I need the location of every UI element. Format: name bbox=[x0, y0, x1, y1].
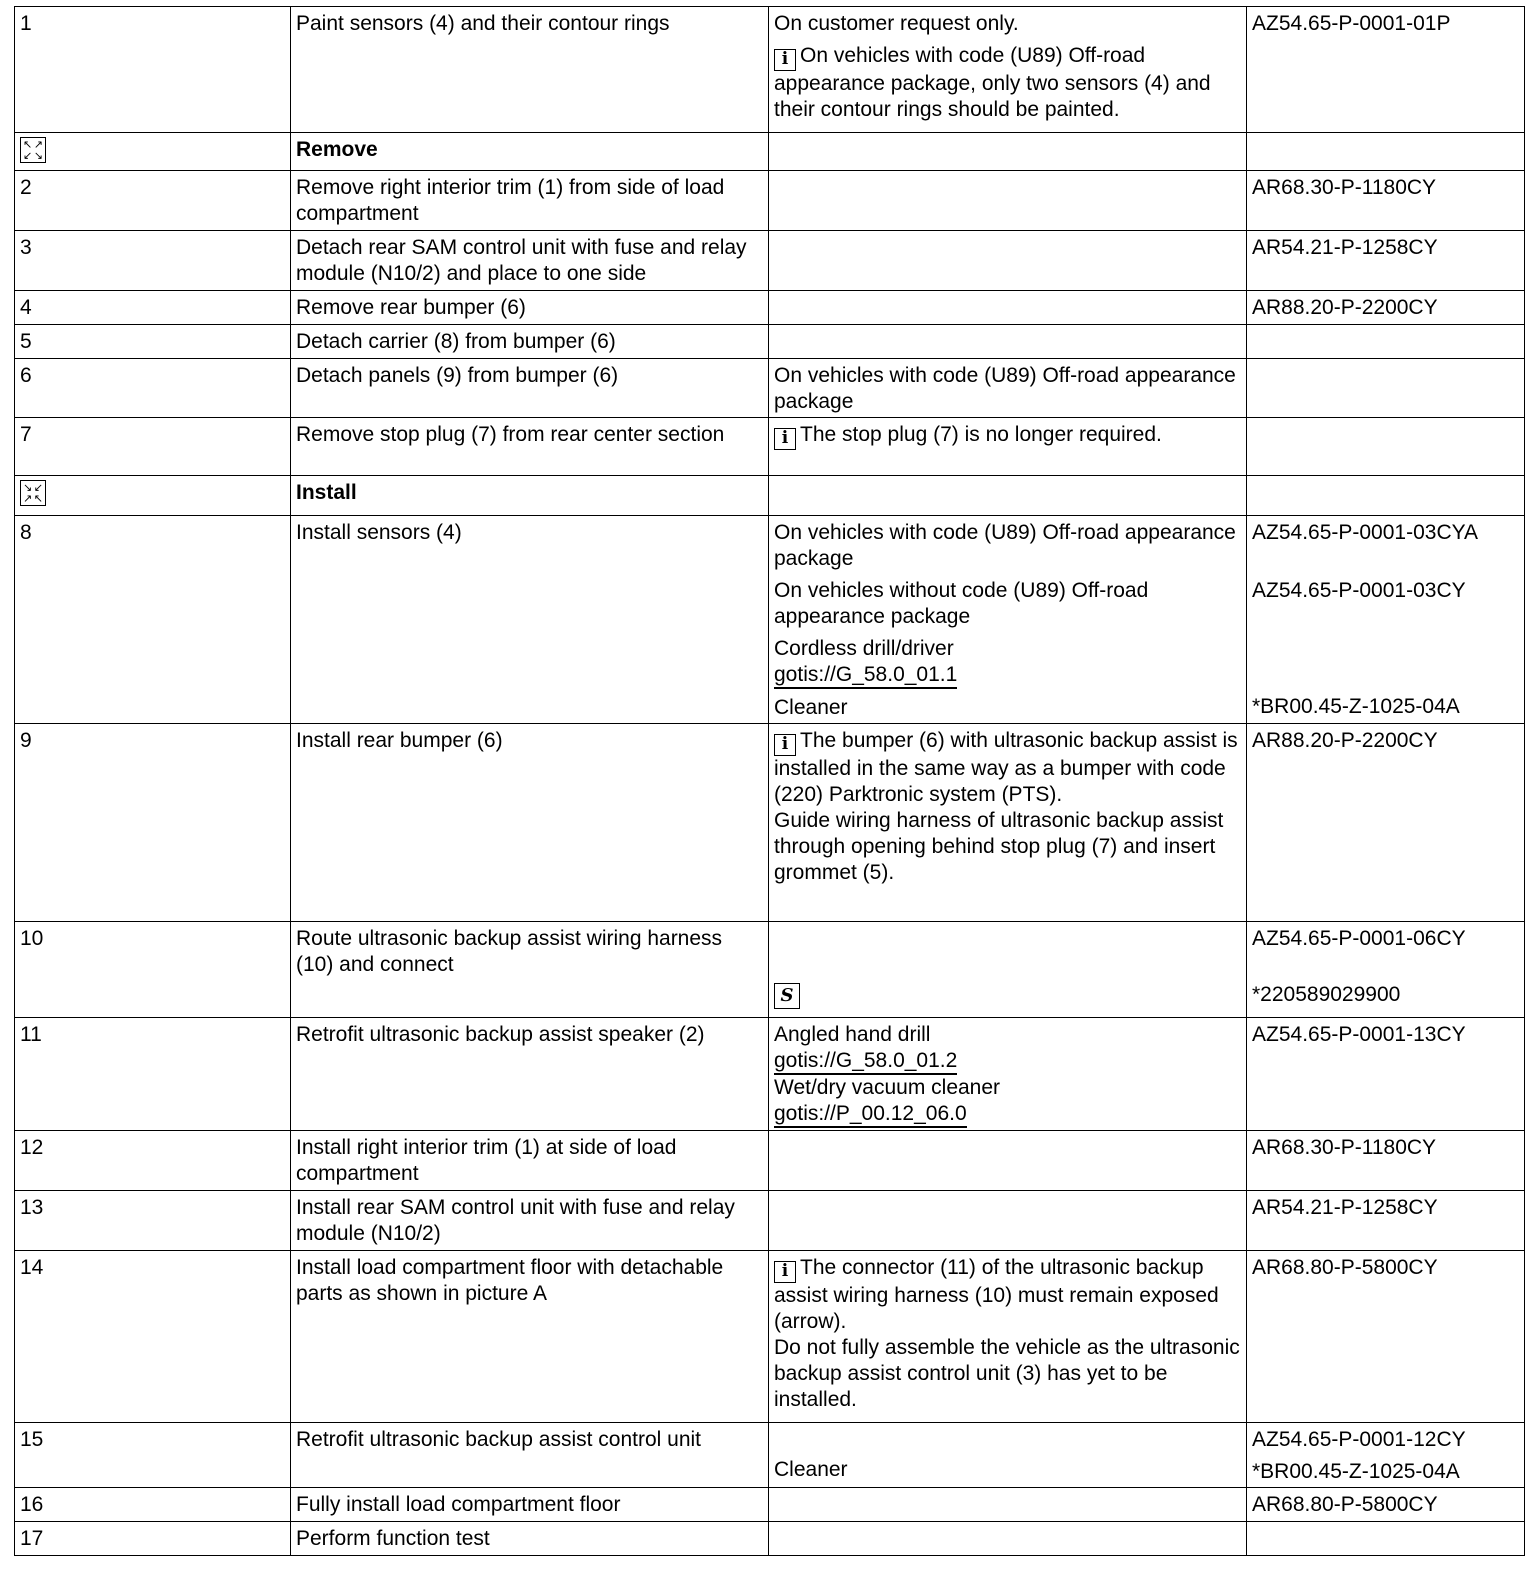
step-action: Install load compartment floor with detachable parts as shown in picture A bbox=[291, 1251, 769, 1423]
table-row bbox=[15, 1018, 1525, 1131]
section-title: Install bbox=[291, 476, 769, 516]
step-notes bbox=[769, 7, 1247, 133]
step-number: 12 bbox=[15, 1131, 291, 1191]
gotis-link[interactable]: gotis://G_58.0_01.2 bbox=[774, 1049, 957, 1075]
note: On vehicles with code (U89) Off-road appearance package, only two sensors (4) and their contour rings should be painted. bbox=[774, 44, 1211, 121]
reference-link[interactable]: AR54.21-P-1258CY bbox=[1247, 1191, 1525, 1251]
note: Angled hand drill bbox=[774, 1023, 931, 1046]
section-row bbox=[15, 133, 1525, 171]
table-row bbox=[15, 1423, 1525, 1488]
step-number: 3 bbox=[15, 231, 291, 291]
table-row bbox=[15, 7, 1525, 133]
note: On vehicles without code (U89) Off-road appearance package bbox=[774, 579, 1149, 628]
step-action: Install right interior trim (1) at side of load compartment bbox=[291, 1131, 769, 1191]
table-row bbox=[15, 1488, 1525, 1522]
reference-link[interactable]: AR68.80-P-5800CY bbox=[1247, 1251, 1525, 1423]
step-action: Remove rear bumper (6) bbox=[291, 291, 769, 325]
step-number: 9 bbox=[15, 724, 291, 922]
step-number: 14 bbox=[15, 1251, 291, 1423]
step-action: Install sensors (4) bbox=[291, 516, 769, 724]
note: The bumper (6) with ultrasonic backup assist is installed in the same way as a bumper with code (220) Parktronic system (PTS). bbox=[774, 729, 1238, 806]
step-action: Retrofit ultrasonic backup assist control unit bbox=[291, 1423, 769, 1488]
note: Cordless drill/driver bbox=[774, 637, 954, 660]
info-icon: i bbox=[774, 428, 796, 450]
reference-link[interactable]: AZ54.65-P-0001-13CY bbox=[1247, 1018, 1525, 1131]
step-action: Remove stop plug (7) from rear center section bbox=[291, 418, 769, 476]
step-number: 2 bbox=[15, 171, 291, 231]
gotis-link[interactable]: gotis://P_00.12_06.0 bbox=[774, 1102, 967, 1128]
note: Wet/dry vacuum cleaner bbox=[774, 1076, 1001, 1099]
info-icon: i bbox=[774, 734, 796, 756]
reference-link[interactable]: *220589029900 bbox=[1252, 983, 1401, 1006]
note: The stop plug (7) is no longer required. bbox=[800, 423, 1162, 446]
table-row bbox=[15, 291, 1525, 325]
note: On customer request only. bbox=[774, 12, 1019, 35]
step-number: 5 bbox=[15, 325, 291, 359]
table-row bbox=[15, 1522, 1525, 1556]
step-action: Detach rear SAM control unit with fuse and relay module (N10/2) and place to one side bbox=[291, 231, 769, 291]
step-number: 17 bbox=[15, 1522, 291, 1556]
table-row bbox=[15, 724, 1525, 922]
note: Do not fully assemble the vehicle as the ultrasonic backup assist control unit (3) has yet to be installed. bbox=[774, 1336, 1240, 1411]
table-row bbox=[15, 359, 1525, 418]
step-number: 11 bbox=[15, 1018, 291, 1131]
table-row bbox=[15, 1191, 1525, 1251]
step-action: Route ultrasonic backup assist wiring harness (10) and connect bbox=[291, 922, 769, 1018]
reference-link[interactable]: AR68.30-P-1180CY bbox=[1247, 171, 1525, 231]
note: Cleaner bbox=[774, 696, 848, 719]
table-row bbox=[15, 922, 1525, 1018]
step-number: 10 bbox=[15, 922, 291, 1018]
step-action: Install rear bumper (6) bbox=[291, 724, 769, 922]
info-icon: i bbox=[774, 1261, 796, 1283]
reference-link[interactable]: AZ54.65-P-0001-12CY bbox=[1252, 1428, 1466, 1451]
reference-link[interactable]: AR88.20-P-2200CY bbox=[1247, 724, 1525, 922]
step-number: 8 bbox=[15, 516, 291, 724]
step-number: 7 bbox=[15, 418, 291, 476]
reference-link[interactable]: AR68.30-P-1180CY bbox=[1247, 1131, 1525, 1191]
remove-section-icon: ↖ ↗ ↙ ↘ bbox=[20, 137, 46, 163]
info-icon: i bbox=[774, 49, 796, 71]
reference-link[interactable]: AR88.20-P-2200CY bbox=[1247, 291, 1525, 325]
step-action: Detach panels (9) from bumper (6) bbox=[291, 359, 769, 418]
step-number: 1 bbox=[15, 7, 291, 133]
reference-link[interactable]: AZ54.65-P-0001-03CYA bbox=[1252, 521, 1479, 544]
install-section-icon: ↘ ↙ ↗ ↖ bbox=[20, 480, 46, 506]
reference-link[interactable]: *BR00.45-Z-1025-04A bbox=[1252, 1460, 1460, 1483]
step-action: Retrofit ultrasonic backup assist speaker (2) bbox=[291, 1018, 769, 1131]
step-action: Perform function test bbox=[291, 1522, 769, 1556]
procedure-table bbox=[14, 6, 1525, 1556]
reference-link[interactable]: AZ54.65-P-0001-01P bbox=[1247, 7, 1525, 133]
table-row bbox=[15, 231, 1525, 291]
step-number: 13 bbox=[15, 1191, 291, 1251]
section-title: Remove bbox=[291, 133, 769, 171]
step-action: Fully install load compartment floor bbox=[291, 1488, 769, 1522]
step-number: 4 bbox=[15, 291, 291, 325]
note: On vehicles with code (U89) Off-road appearance package bbox=[769, 359, 1247, 418]
step-action: Remove right interior trim (1) from side of load compartment bbox=[291, 171, 769, 231]
table-row bbox=[15, 325, 1525, 359]
note: The connector (11) of the ultrasonic backup assist wiring harness (10) must remain exposed (arrow). bbox=[774, 1256, 1219, 1333]
step-action: Install rear SAM control unit with fuse and relay module (N10/2) bbox=[291, 1191, 769, 1251]
note: Cleaner bbox=[774, 1458, 848, 1481]
reference-link[interactable]: *BR00.45-Z-1025-04A bbox=[1252, 695, 1460, 718]
step-number: 15 bbox=[15, 1423, 291, 1488]
gotis-link[interactable]: gotis://G_58.0_01.1 bbox=[774, 663, 957, 689]
reference-link[interactable]: AR54.21-P-1258CY bbox=[1247, 231, 1525, 291]
table-row bbox=[15, 1251, 1525, 1423]
reference-link[interactable]: AR68.80-P-5800CY bbox=[1247, 1488, 1525, 1522]
table-row bbox=[15, 516, 1525, 724]
special-tool-icon: S bbox=[774, 983, 800, 1009]
table-row bbox=[15, 171, 1525, 231]
section-row bbox=[15, 476, 1525, 516]
table-row bbox=[15, 418, 1525, 476]
step-number: 6 bbox=[15, 359, 291, 418]
table-row bbox=[15, 1131, 1525, 1191]
note: Guide wiring harness of ultrasonic backup assist through opening behind stop plug (7) and insert grommet (5). bbox=[774, 809, 1224, 884]
step-number: 16 bbox=[15, 1488, 291, 1522]
reference-link[interactable]: AZ54.65-P-0001-06CY bbox=[1252, 927, 1466, 950]
reference-link[interactable]: AZ54.65-P-0001-03CY bbox=[1252, 579, 1466, 602]
step-action: Detach carrier (8) from bumper (6) bbox=[291, 325, 769, 359]
step-action: Paint sensors (4) and their contour rings bbox=[291, 7, 769, 133]
note: On vehicles with code (U89) Off-road appearance package bbox=[774, 521, 1236, 570]
